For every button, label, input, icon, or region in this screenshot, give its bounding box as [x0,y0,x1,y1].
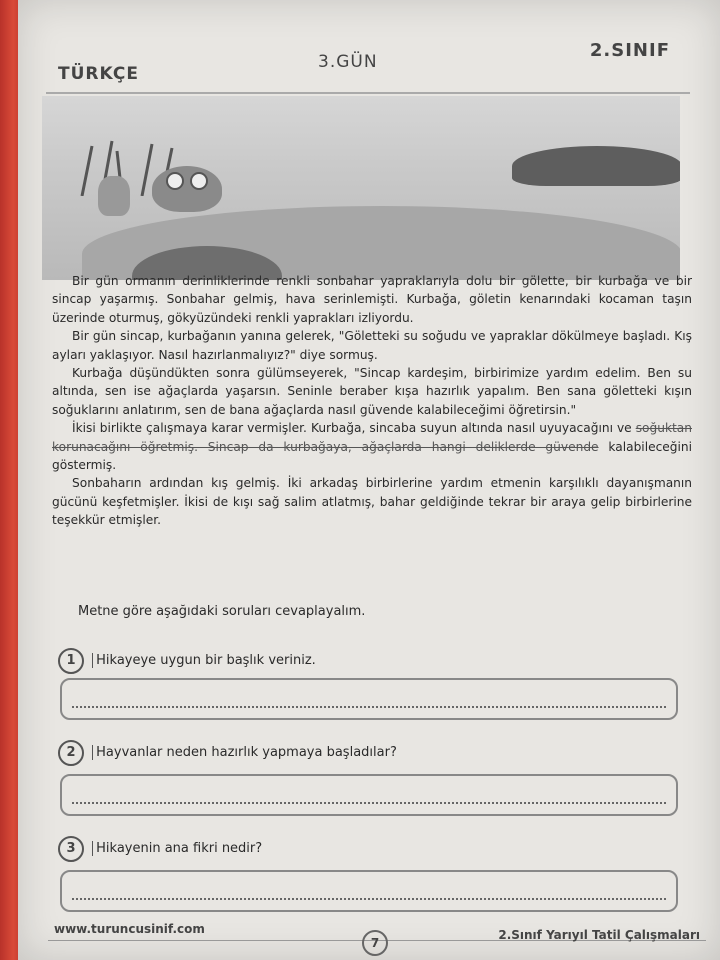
grade-label: 2.SINIF [589,40,670,61]
answer-box-3[interactable] [60,870,678,912]
footer-website: www.turuncusinif.com [54,922,205,936]
instruction-text: Metne göre aşağıdaki soruları cevaplayalım. [78,604,366,619]
worksheet-page [18,0,720,960]
squirrel-figure [98,176,130,216]
far-rock [512,146,680,186]
story-paragraph-4-line-1: İkisi birlikte çalışmaya karar vermişler. Kurbağa, sincaba suyun altında nasıl uyuyacağını ve [72,421,632,436]
answer-line-2 [72,802,666,804]
story-paragraph-5: Sonbaharın ardından kış gelmiş. İki arkadaş birbirlerine yardım etmenin karşılıklı dayanışmanın gücünü keşfetmişler. İkisi de kışı sağ salim atlatmış, bahar geldiğinde tekrar bir araya gelip birbirlerine teşekkür etmişler. [52,476,692,528]
answer-box-2[interactable] [60,774,678,816]
question-1-number: 1 [58,648,84,674]
answer-line-1 [72,706,666,708]
page-number: 7 [362,930,388,956]
story-paragraph-4-line-3: kalabileceğini göstermiş. [52,439,693,473]
question-3 [58,836,262,862]
question-3-text: Hikayenin ana fikri nedir? [92,841,262,856]
story-paragraph-4-line-2: soğuktan korunacağını öğretmiş. Sincap da kurbağaya, ağaçlarda hangi deliklerde güvende [52,421,692,454]
story-paragraph-2: Bir gün sincap, kurbağanın yanına gelerek, "Göletteki su soğudu ve yapraklar dökülmeye başladı. Kış ayları yaklaşıyor. Nasıl hazırlanmalıyız?" diye sormuş. [52,329,692,362]
story-paragraph-3: Kurbağa düşündükten sonra gülümseyerek, "Sincap kardeşim, birbirimize yardım edelim. Ben su altında, sen ise ağaçlarda yaşarsın. Seninle beraber kışa hazırlık yapalım. Ben sana göletteki kışın soğuklarını anlatırım, sen de bana ağaçlarda nasıl güvende kalabileceğimi öğretirsin." [52,366,692,417]
pond-illustration [42,96,680,280]
answer-line-3 [72,898,666,900]
question-2 [58,740,397,766]
day-label: 3.GÜN [318,52,378,72]
footer-series: 2.Sınıf Yarıyıl Tatil Çalışmaları [498,928,700,942]
story-paragraph-4 [52,419,692,474]
subject-title: TÜRKÇE [58,64,139,84]
story-paragraph-1: Bir gün ormanın derinliklerinde renkli sonbahar yapraklarıyla dolu bir gölette, bir kurbağa ve bir sincap yaşarmış. Sonbahar gelmiş, hava serinlemişti. Kurbağa, göletin kenarındaki kocaman taşın üzerinde oturmuş, gökyüzündeki renkli yaprakları izliyordu. [52,274,692,325]
frog-eye-right [190,172,208,190]
question-2-text: Hayvanlar neden hazırlık yapmaya başladılar? [92,745,397,760]
question-3-number: 3 [58,836,84,862]
question-1-text: Hikayeye uygun bir başlık veriniz. [92,653,316,668]
story-text [52,272,692,530]
question-2-number: 2 [58,740,84,766]
frog-eye-left [166,172,184,190]
answer-box-1[interactable] [60,678,678,720]
frog-figure [152,166,222,212]
header-divider [46,92,690,94]
question-1 [58,648,316,674]
